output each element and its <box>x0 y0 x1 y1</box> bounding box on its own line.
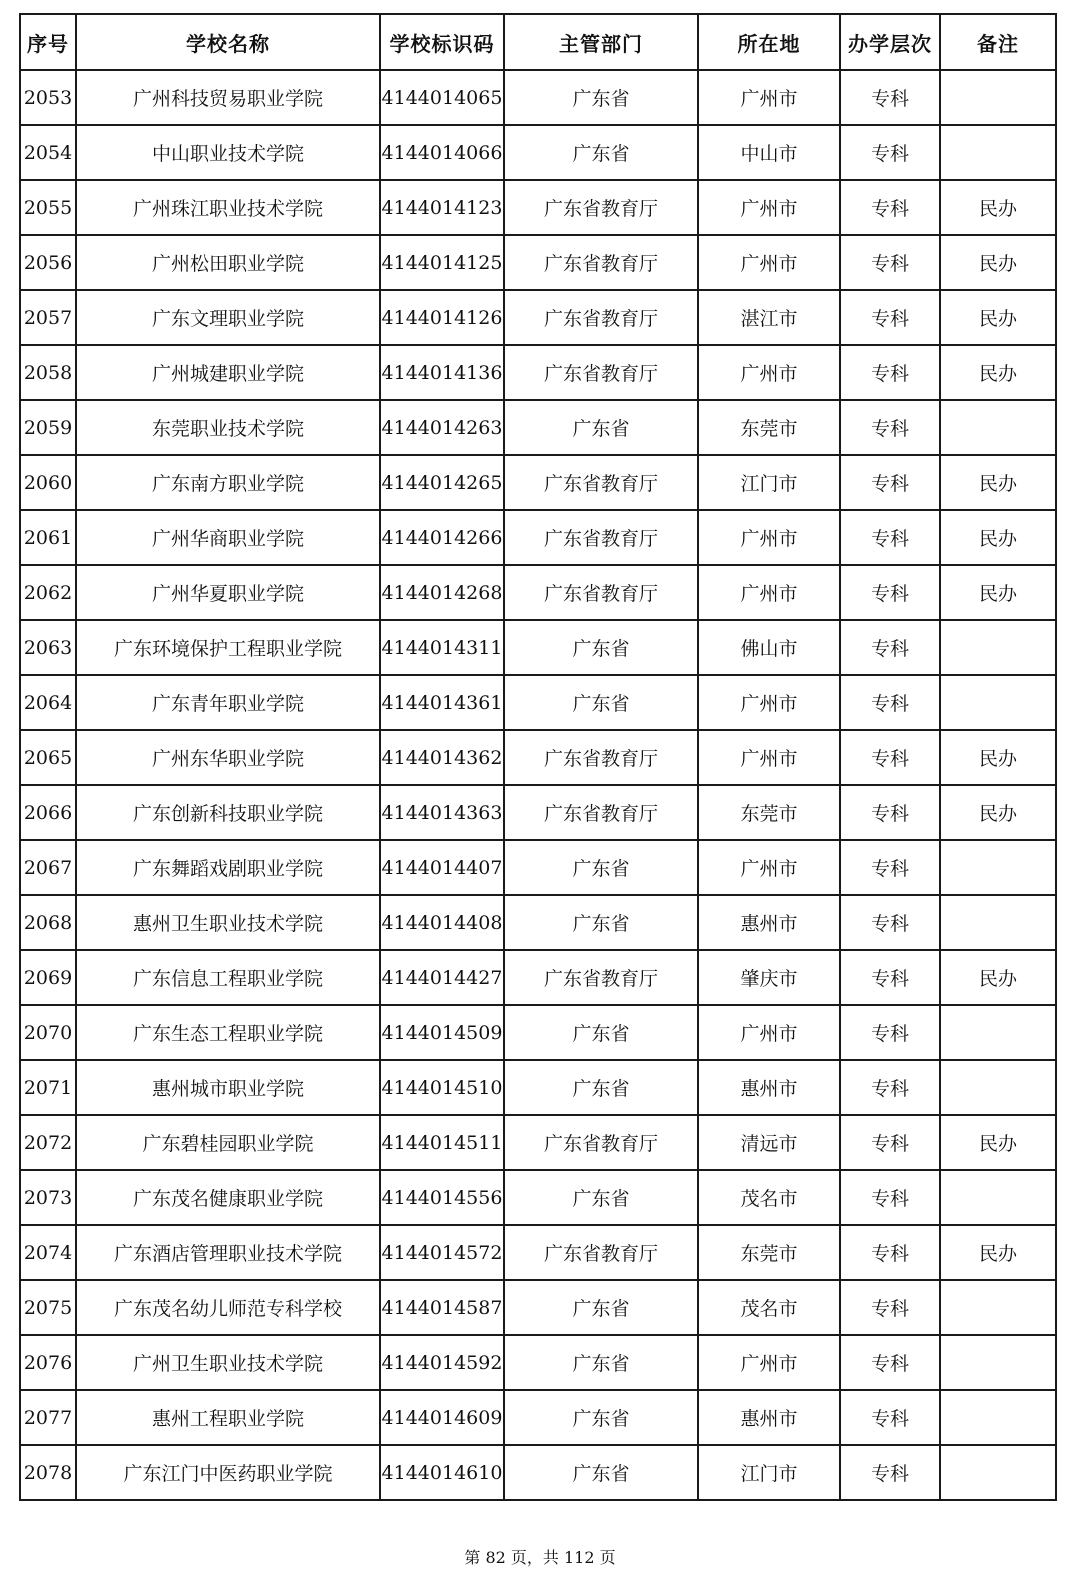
cell-department: 广东省 <box>504 1060 698 1115</box>
cell-location: 茂名市 <box>698 1170 840 1225</box>
cell-location: 江门市 <box>698 1445 840 1500</box>
cell-level: 专科 <box>840 235 940 290</box>
cell-department: 广东省教育厅 <box>504 730 698 785</box>
cell-school-code: 4144014510 <box>380 1060 504 1115</box>
cell-remark: 民办 <box>940 235 1056 290</box>
cell-school-name: 广东青年职业学院 <box>76 675 380 730</box>
cell-department: 广东省 <box>504 895 698 950</box>
cell-department: 广东省 <box>504 840 698 895</box>
cell-seq: 2060 <box>20 455 76 510</box>
cell-department: 广东省教育厅 <box>504 510 698 565</box>
cell-level: 专科 <box>840 950 940 1005</box>
table-row <box>20 1170 1056 1225</box>
cell-location: 中山市 <box>698 125 840 180</box>
cell-level: 专科 <box>840 565 940 620</box>
page-footer: 第 82 页，共 112 页 <box>464 1548 616 1567</box>
cell-school-code: 4144014265 <box>380 455 504 510</box>
cell-remark <box>940 70 1056 125</box>
table-row <box>20 235 1056 290</box>
table-row <box>20 510 1056 565</box>
cell-level: 专科 <box>840 1280 940 1335</box>
cell-school-code: 4144014311 <box>380 620 504 675</box>
cell-seq: 2057 <box>20 290 76 345</box>
cell-location: 广州市 <box>698 730 840 785</box>
cell-level: 专科 <box>840 510 940 565</box>
cell-school-code: 4144014362 <box>380 730 504 785</box>
table-row <box>20 1115 1056 1170</box>
header-school-code: 学校标识码 <box>380 14 504 70</box>
cell-location: 广州市 <box>698 840 840 895</box>
cell-seq: 2068 <box>20 895 76 950</box>
cell-school-name: 广州城建职业学院 <box>76 345 380 400</box>
cell-seq: 2078 <box>20 1445 76 1500</box>
cell-school-name: 广东碧桂园职业学院 <box>76 1115 380 1170</box>
schools-table <box>19 13 1057 1501</box>
cell-level: 专科 <box>840 675 940 730</box>
cell-level: 专科 <box>840 1445 940 1500</box>
cell-level: 专科 <box>840 70 940 125</box>
cell-department: 广东省 <box>504 675 698 730</box>
cell-school-code: 4144014268 <box>380 565 504 620</box>
cell-school-name: 广东生态工程职业学院 <box>76 1005 380 1060</box>
cell-school-code: 4144014592 <box>380 1335 504 1390</box>
cell-location: 广州市 <box>698 70 840 125</box>
cell-remark: 民办 <box>940 785 1056 840</box>
table-row <box>20 840 1056 895</box>
cell-department: 广东省 <box>504 620 698 675</box>
table-row <box>20 290 1056 345</box>
cell-school-name: 广东舞蹈戏剧职业学院 <box>76 840 380 895</box>
cell-remark: 民办 <box>940 1115 1056 1170</box>
cell-school-code: 4144014066 <box>380 125 504 180</box>
table-row <box>20 675 1056 730</box>
cell-level: 专科 <box>840 455 940 510</box>
cell-seq: 2072 <box>20 1115 76 1170</box>
cell-seq: 2056 <box>20 235 76 290</box>
cell-school-code: 4144014361 <box>380 675 504 730</box>
table-row <box>20 70 1056 125</box>
cell-school-code: 4144014572 <box>380 1225 504 1280</box>
cell-department: 广东省教育厅 <box>504 1115 698 1170</box>
cell-school-code: 4144014123 <box>380 180 504 235</box>
cell-location: 广州市 <box>698 510 840 565</box>
table-row <box>20 565 1056 620</box>
cell-school-code: 4144014408 <box>380 895 504 950</box>
cell-remark: 民办 <box>940 565 1056 620</box>
cell-location: 广州市 <box>698 235 840 290</box>
cell-level: 专科 <box>840 125 940 180</box>
table-row <box>20 620 1056 675</box>
cell-school-name: 惠州工程职业学院 <box>76 1390 380 1445</box>
cell-seq: 2059 <box>20 400 76 455</box>
cell-school-name: 广州松田职业学院 <box>76 235 380 290</box>
cell-remark <box>940 1390 1056 1445</box>
table-row <box>20 730 1056 785</box>
cell-school-code: 4144014511 <box>380 1115 504 1170</box>
header-level: 办学层次 <box>840 14 940 70</box>
cell-department: 广东省 <box>504 1280 698 1335</box>
header-row <box>20 14 1056 70</box>
cell-department: 广东省 <box>504 70 698 125</box>
cell-school-code: 4144014266 <box>380 510 504 565</box>
cell-school-name: 广东江门中医药职业学院 <box>76 1445 380 1500</box>
cell-seq: 2073 <box>20 1170 76 1225</box>
cell-school-name: 广州华夏职业学院 <box>76 565 380 620</box>
cell-seq: 2069 <box>20 950 76 1005</box>
cell-remark <box>940 620 1056 675</box>
table-row <box>20 950 1056 1005</box>
cell-remark: 民办 <box>940 730 1056 785</box>
cell-seq: 2066 <box>20 785 76 840</box>
cell-level: 专科 <box>840 1005 940 1060</box>
cell-school-name: 广东文理职业学院 <box>76 290 380 345</box>
cell-school-code: 4144014610 <box>380 1445 504 1500</box>
cell-seq: 2063 <box>20 620 76 675</box>
cell-level: 专科 <box>840 1115 940 1170</box>
cell-location: 江门市 <box>698 455 840 510</box>
cell-remark: 民办 <box>940 950 1056 1005</box>
cell-location: 惠州市 <box>698 1060 840 1115</box>
table-row <box>20 1335 1056 1390</box>
cell-seq: 2058 <box>20 345 76 400</box>
cell-location: 清远市 <box>698 1115 840 1170</box>
cell-seq: 2054 <box>20 125 76 180</box>
cell-seq: 2074 <box>20 1225 76 1280</box>
cell-seq: 2070 <box>20 1005 76 1060</box>
cell-level: 专科 <box>840 345 940 400</box>
cell-department: 广东省 <box>504 1005 698 1060</box>
table-row <box>20 895 1056 950</box>
cell-department: 广东省教育厅 <box>504 235 698 290</box>
cell-remark: 民办 <box>940 455 1056 510</box>
cell-school-code: 4144014609 <box>380 1390 504 1445</box>
cell-location: 茂名市 <box>698 1280 840 1335</box>
table-row <box>20 1390 1056 1445</box>
cell-location: 广州市 <box>698 1335 840 1390</box>
cell-location: 东莞市 <box>698 400 840 455</box>
cell-location: 广州市 <box>698 1005 840 1060</box>
header-remark: 备注 <box>940 14 1056 70</box>
cell-seq: 2076 <box>20 1335 76 1390</box>
cell-school-name: 广州珠江职业技术学院 <box>76 180 380 235</box>
cell-school-code: 4144014263 <box>380 400 504 455</box>
cell-remark <box>940 1170 1056 1225</box>
cell-level: 专科 <box>840 1225 940 1280</box>
cell-remark <box>940 895 1056 950</box>
cell-school-name: 广东信息工程职业学院 <box>76 950 380 1005</box>
cell-remark: 民办 <box>940 510 1056 565</box>
cell-school-name: 广州卫生职业技术学院 <box>76 1335 380 1390</box>
table-header <box>20 14 1056 70</box>
cell-department: 广东省 <box>504 125 698 180</box>
cell-seq: 2064 <box>20 675 76 730</box>
cell-school-name: 中山职业技术学院 <box>76 125 380 180</box>
table-row <box>20 400 1056 455</box>
cell-school-code: 4144014509 <box>380 1005 504 1060</box>
cell-seq: 2071 <box>20 1060 76 1115</box>
cell-remark <box>940 1280 1056 1335</box>
cell-department: 广东省 <box>504 1335 698 1390</box>
cell-school-name: 广东南方职业学院 <box>76 455 380 510</box>
cell-seq: 2061 <box>20 510 76 565</box>
cell-department: 广东省 <box>504 1390 698 1445</box>
table-row <box>20 1445 1056 1500</box>
cell-department: 广东省教育厅 <box>504 290 698 345</box>
cell-school-code: 4144014556 <box>380 1170 504 1225</box>
cell-school-name: 广东茂名幼儿师范专科学校 <box>76 1280 380 1335</box>
cell-department: 广东省教育厅 <box>504 1225 698 1280</box>
cell-school-code: 4144014065 <box>380 70 504 125</box>
cell-level: 专科 <box>840 1170 940 1225</box>
cell-location: 惠州市 <box>698 1390 840 1445</box>
cell-school-name: 广州科技贸易职业学院 <box>76 70 380 125</box>
cell-level: 专科 <box>840 785 940 840</box>
table-row <box>20 1225 1056 1280</box>
cell-school-name: 东莞职业技术学院 <box>76 400 380 455</box>
cell-location: 佛山市 <box>698 620 840 675</box>
cell-remark <box>940 125 1056 180</box>
table-row <box>20 125 1056 180</box>
cell-department: 广东省 <box>504 1170 698 1225</box>
table-row <box>20 1005 1056 1060</box>
cell-school-name: 广东环境保护工程职业学院 <box>76 620 380 675</box>
cell-seq: 2065 <box>20 730 76 785</box>
cell-department: 广东省教育厅 <box>504 565 698 620</box>
cell-seq: 2077 <box>20 1390 76 1445</box>
cell-seq: 2053 <box>20 70 76 125</box>
cell-school-name: 广东茂名健康职业学院 <box>76 1170 380 1225</box>
cell-level: 专科 <box>840 840 940 895</box>
cell-school-name: 广东酒店管理职业技术学院 <box>76 1225 380 1280</box>
cell-school-name: 惠州城市职业学院 <box>76 1060 380 1115</box>
cell-location: 广州市 <box>698 180 840 235</box>
cell-remark <box>940 1335 1056 1390</box>
cell-level: 专科 <box>840 1335 940 1390</box>
cell-location: 肇庆市 <box>698 950 840 1005</box>
cell-location: 湛江市 <box>698 290 840 345</box>
cell-level: 专科 <box>840 730 940 785</box>
cell-location: 惠州市 <box>698 895 840 950</box>
cell-school-name: 广州东华职业学院 <box>76 730 380 785</box>
cell-remark <box>940 675 1056 730</box>
cell-school-name: 广东创新科技职业学院 <box>76 785 380 840</box>
cell-school-code: 4144014126 <box>380 290 504 345</box>
cell-level: 专科 <box>840 1060 940 1115</box>
cell-seq: 2075 <box>20 1280 76 1335</box>
header-location: 所在地 <box>698 14 840 70</box>
cell-remark <box>940 400 1056 455</box>
cell-seq: 2067 <box>20 840 76 895</box>
cell-remark <box>940 1445 1056 1500</box>
cell-school-code: 4144014407 <box>380 840 504 895</box>
table-row <box>20 345 1056 400</box>
cell-level: 专科 <box>840 620 940 675</box>
cell-remark: 民办 <box>940 290 1056 345</box>
cell-remark: 民办 <box>940 345 1056 400</box>
cell-remark <box>940 840 1056 895</box>
header-department: 主管部门 <box>504 14 698 70</box>
cell-level: 专科 <box>840 180 940 235</box>
cell-remark <box>940 1060 1056 1115</box>
cell-department: 广东省教育厅 <box>504 950 698 1005</box>
cell-school-code: 4144014125 <box>380 235 504 290</box>
cell-department: 广东省教育厅 <box>504 180 698 235</box>
cell-department: 广东省 <box>504 400 698 455</box>
cell-level: 专科 <box>840 290 940 345</box>
cell-department: 广东省 <box>504 1445 698 1500</box>
cell-location: 广州市 <box>698 675 840 730</box>
table-row <box>20 1060 1056 1115</box>
header-seq: 序号 <box>20 14 76 70</box>
header-school-name: 学校名称 <box>76 14 380 70</box>
cell-remark: 民办 <box>940 180 1056 235</box>
cell-location: 广州市 <box>698 345 840 400</box>
cell-school-code: 4144014136 <box>380 345 504 400</box>
table-body <box>20 70 1056 1500</box>
cell-remark <box>940 1005 1056 1060</box>
cell-school-code: 4144014587 <box>380 1280 504 1335</box>
cell-school-code: 4144014363 <box>380 785 504 840</box>
table-row <box>20 785 1056 840</box>
cell-department: 广东省教育厅 <box>504 455 698 510</box>
cell-department: 广东省教育厅 <box>504 345 698 400</box>
cell-school-code: 4144014427 <box>380 950 504 1005</box>
table-row <box>20 1280 1056 1335</box>
table-row <box>20 455 1056 510</box>
cell-remark: 民办 <box>940 1225 1056 1280</box>
cell-location: 东莞市 <box>698 785 840 840</box>
cell-school-name: 广州华商职业学院 <box>76 510 380 565</box>
cell-school-name: 惠州卫生职业技术学院 <box>76 895 380 950</box>
cell-level: 专科 <box>840 400 940 455</box>
cell-department: 广东省教育厅 <box>504 785 698 840</box>
cell-level: 专科 <box>840 1390 940 1445</box>
cell-seq: 2055 <box>20 180 76 235</box>
cell-location: 广州市 <box>698 565 840 620</box>
cell-seq: 2062 <box>20 565 76 620</box>
table-row <box>20 180 1056 235</box>
cell-location: 东莞市 <box>698 1225 840 1280</box>
cell-level: 专科 <box>840 895 940 950</box>
